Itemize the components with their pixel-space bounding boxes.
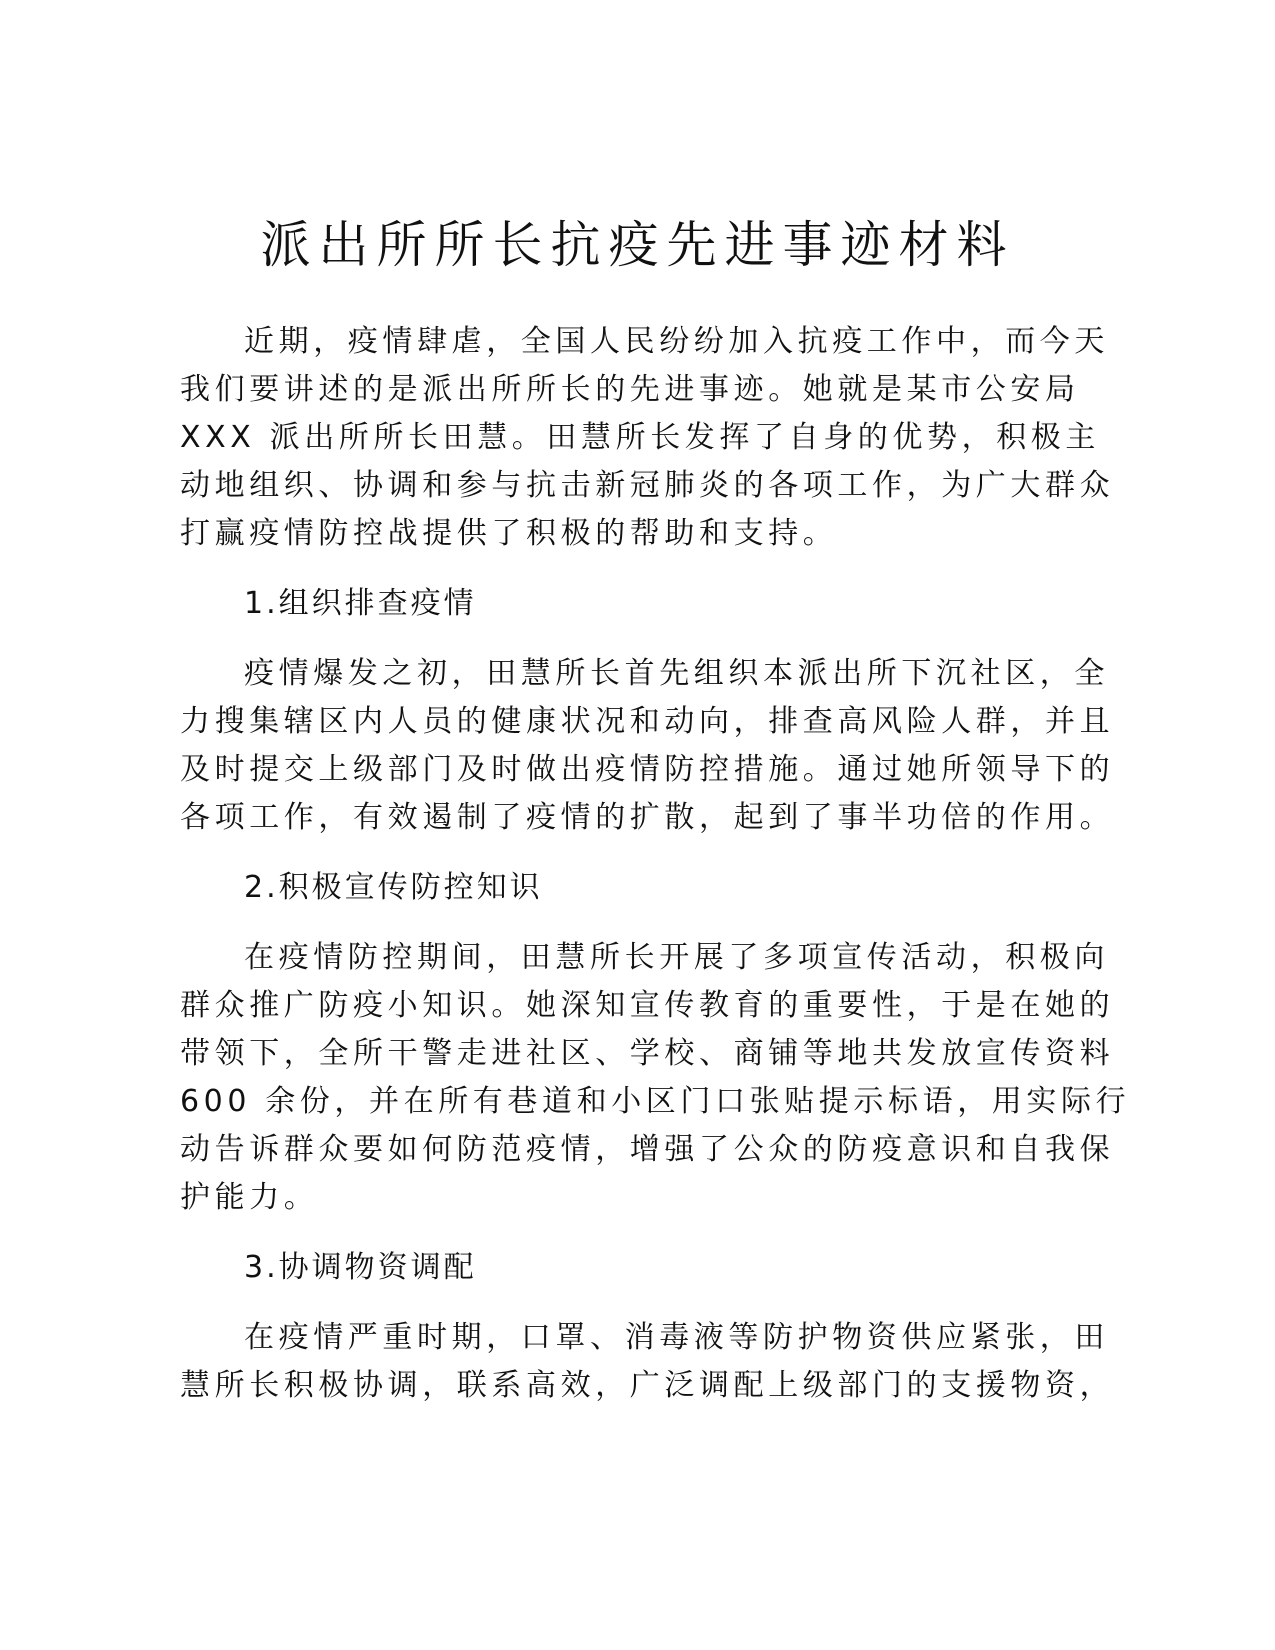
paragraph-line: 力搜集辖区内人员的健康状况和动向，排查高风险人群，并且 bbox=[180, 704, 1115, 739]
paragraph-line: 带领下，全所干警走进社区、学校、商铺等地共发放宣传资料 bbox=[180, 1036, 1115, 1071]
paragraph-line: 在疫情防控期间，田慧所长开展了多项宣传活动，积极向 bbox=[244, 940, 1109, 975]
section-heading: 1.组织排查疫情 bbox=[244, 586, 477, 621]
paragraph-line: 各项工作，有效遏制了疫情的扩散，起到了事半功倍的作用。 bbox=[180, 800, 1115, 835]
paragraph-line: 动告诉群众要如何防范疫情，增强了公众的防疫意识和自我保 bbox=[180, 1132, 1115, 1167]
paragraph-line: 我们要讲述的是派出所所长的先进事迹。她就是某市公安局 bbox=[180, 372, 1080, 407]
paragraph-line: 群众推广防疫小知识。她深知宣传教育的重要性，于是在她的 bbox=[180, 988, 1115, 1023]
intro-paragraph bbox=[180, 318, 1115, 558]
section-paragraph bbox=[180, 1314, 1115, 1410]
paragraph-line: 600 余份，并在所有巷道和小区门口张贴提示标语，用实际行 bbox=[180, 1084, 1131, 1119]
section-heading: 3.协调物资调配 bbox=[244, 1250, 477, 1285]
paragraph-line: 动地组织、协调和参与抗击新冠肺炎的各项工作，为广大群众 bbox=[180, 468, 1115, 503]
section-heading: 2.积极宣传防控知识 bbox=[244, 870, 543, 905]
paragraph-line: 及时提交上级部门及时做出疫情防控措施。通过她所领导下的 bbox=[180, 752, 1115, 787]
document-body bbox=[180, 318, 1131, 1410]
paragraph-line: 疫情爆发之初，田慧所长首先组织本派出所下沉社区，全 bbox=[244, 656, 1109, 691]
paragraph-line: 慧所长积极协调，联系高效，广泛调配上级部门的支援物资， bbox=[180, 1368, 1115, 1403]
document-title: 派出所所长抗疫先进事迹材料 bbox=[260, 216, 1015, 274]
section-paragraph bbox=[180, 650, 1115, 842]
paragraph-line: 在疫情严重时期，口罩、消毒液等防护物资供应紧张，田 bbox=[244, 1320, 1109, 1355]
paragraph-line: 护能力。 bbox=[180, 1180, 319, 1215]
paragraph-line: XXX 派出所所长田慧。田慧所长发挥了自身的优势，积极主 bbox=[180, 420, 1100, 455]
paragraph-line: 近期，疫情肆虐，全国人民纷纷加入抗疫工作中，而今天 bbox=[244, 324, 1109, 359]
paragraph-line: 打赢疫情防控战提供了积极的帮助和支持。 bbox=[180, 516, 838, 551]
section-paragraph bbox=[180, 934, 1131, 1222]
